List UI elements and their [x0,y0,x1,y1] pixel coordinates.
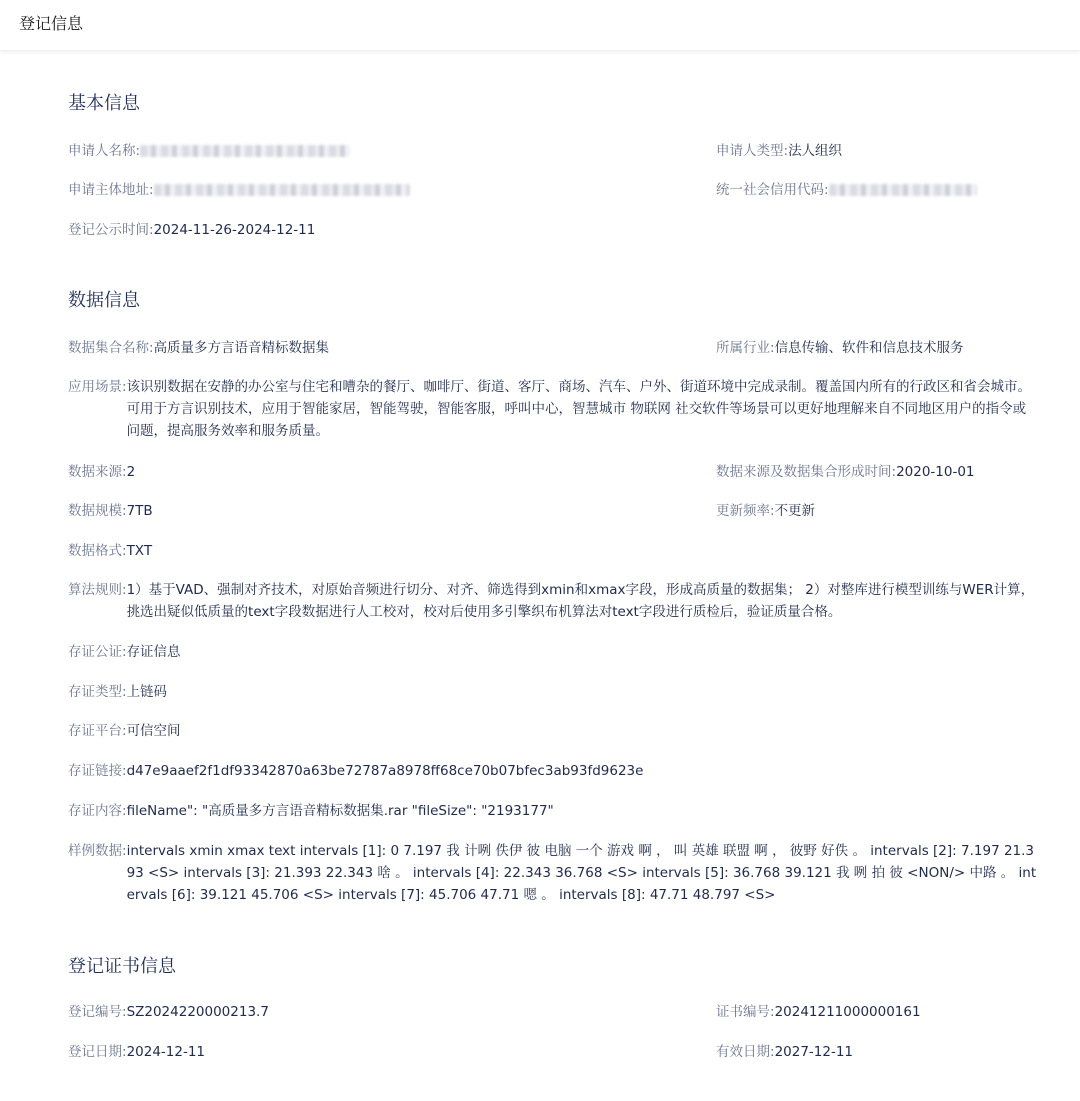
publicity-time-label: 登记公示时间: [68,222,154,238]
applicant-type-field [716,140,842,162]
dataset-name-value: 高质量多方言语音精标数据集 [153,340,330,356]
scale-label: 数据规模: [68,503,127,519]
applicant-name-redacted [140,145,350,157]
reg-date-field [68,1041,205,1063]
update-freq-value: 不更新 [774,503,816,519]
sample-value: intervals xmin xmax text intervals [1]: 0 7.197 我 计咧 佚伊 彼 电脑 一个 游戏 啊 ， 叫 英雄 联盟 啊 ， 彼野 好佚 。 intervals [2]: 7.197 21.393 <S> intervals [3]: 21.393 22.343 啥 。 intervals [4]: 22.343 36.768 <S> intervals [5]: 36.768 39.121 我 咧 拍 彼 <NON/> 中路 。 intervals [6]: 39.121 45.706 <S> intervals [7]: 45.706 47.71 嗯 。 intervals [8]: 47.71 48.797 <S> [126,843,1037,903]
dataset-name-label: 数据集合名称: [68,340,154,356]
reg-no-field [68,1001,269,1023]
applicant-address-redacted [154,184,410,196]
applicant-name-field [68,140,350,162]
cert-content-label: 存证内容: [68,803,127,819]
cert-no-value: 20241211000000161 [774,1004,921,1020]
cert-content-field [68,800,554,822]
industry-value: 信息传输、软件和信息技术服务 [774,340,964,356]
cert-platform-value: 可信空间 [126,723,181,739]
cert-type-field [68,681,167,703]
applicant-address-label: 申请主体地址: [68,182,154,198]
cert-no-field [716,1001,921,1023]
valid-date-value: 2027-12-11 [774,1044,854,1060]
section-title-basic: 基本信息 [68,93,140,114]
cert-content-value: fileName": "高质量多方言语音精标数据集.rar "fileSize": "2193177" [126,803,554,819]
reg-date-label: 登记日期: [68,1044,127,1060]
cert-no-label: 证书编号: [716,1004,775,1020]
source-field [68,461,135,483]
credit-code-redacted [829,184,977,196]
sample-label: 样例数据: [68,843,127,859]
sample-field [68,840,1038,906]
scenario-value: 该识别数据在安静的办公室与住宅和嘈杂的餐厅、咖啡厅、街道、客厅、商场、汽车、户外、街道环境中完成录制。覆盖国内所有的行政区和省会城市。可用于方言识别技术，应用于智能家居，智能驾驶，智能客服，呼叫中心，智慧城市 物联网 社交软件等场景可以更好地理解来自不同地区用户的指令或问题，提高服务效率和服务质量。 [126,379,1032,439]
cert-type-value: 上链码 [126,684,168,700]
cert-link-value: d47e9aaef2f1df93342870a63be72787a8978ff68ce70b07bfec3ab93fd9623e [126,763,644,779]
formation-time-field [716,461,975,483]
valid-date-label: 有效日期: [716,1044,775,1060]
algorithm-field [68,579,1038,623]
credit-code-label: 统一社会信用代码: [716,182,829,198]
cert-link-label: 存证链接: [68,763,127,779]
page-title: 登记信息 [19,14,84,33]
industry-label: 所属行业: [716,340,775,356]
valid-date-field [716,1041,853,1063]
reg-date-value: 2024-12-11 [126,1044,206,1060]
publicity-time-value: 2024-11-26-2024-12-11 [153,222,316,238]
notary-value: 存证信息 [126,644,181,660]
applicant-name-label: 申请人名称: [68,143,141,159]
reg-no-value: SZ2024220000213.7 [126,1004,269,1020]
section-title-certificate: 登记证书信息 [68,956,176,977]
scenario-field [68,376,1038,442]
applicant-type-value: 法人组织 [788,143,843,159]
scale-value: 7TB [126,503,153,519]
section-title-data: 数据信息 [68,290,140,311]
dataset-name-field [68,337,329,359]
source-value: 2 [126,464,136,480]
source-label: 数据来源: [68,464,127,480]
format-field [68,540,152,562]
industry-field [716,337,964,359]
reg-no-label: 登记编号: [68,1004,127,1020]
format-label: 数据格式: [68,543,127,559]
cert-type-label: 存证类型: [68,684,127,700]
notary-field [68,641,181,663]
update-freq-label: 更新频率: [716,503,775,519]
algorithm-label: 算法规则: [68,582,127,598]
algorithm-value: 1）基于VAD、强制对齐技术，对原始音频进行切分、对齐、筛选得到xmin和xmax字段，形成高质量的数据集； 2）对整库进行模型训练与WER计算，挑选出疑似低质量的text字段数据进行人工校对，校对后使用多引擎织布机算法对text字段进行质检后，验证质量合格。 [126,582,1035,620]
cert-link-field [68,760,643,782]
scale-field [68,500,153,522]
update-freq-field [716,500,815,522]
top-bar [0,0,1080,51]
notary-label: 存证公证: [68,644,127,660]
formation-time-value: 2020-10-01 [896,464,975,480]
format-value: TXT [126,543,153,559]
cert-platform-label: 存证平台: [68,723,127,739]
formation-time-label: 数据来源及数据集合形成时间: [716,464,897,480]
applicant-type-label: 申请人类型: [716,143,789,159]
credit-code-field [716,179,977,201]
cert-platform-field [68,720,181,742]
scenario-label: 应用场景: [68,379,127,395]
publicity-time-field [68,219,315,241]
applicant-address-field [68,179,410,201]
